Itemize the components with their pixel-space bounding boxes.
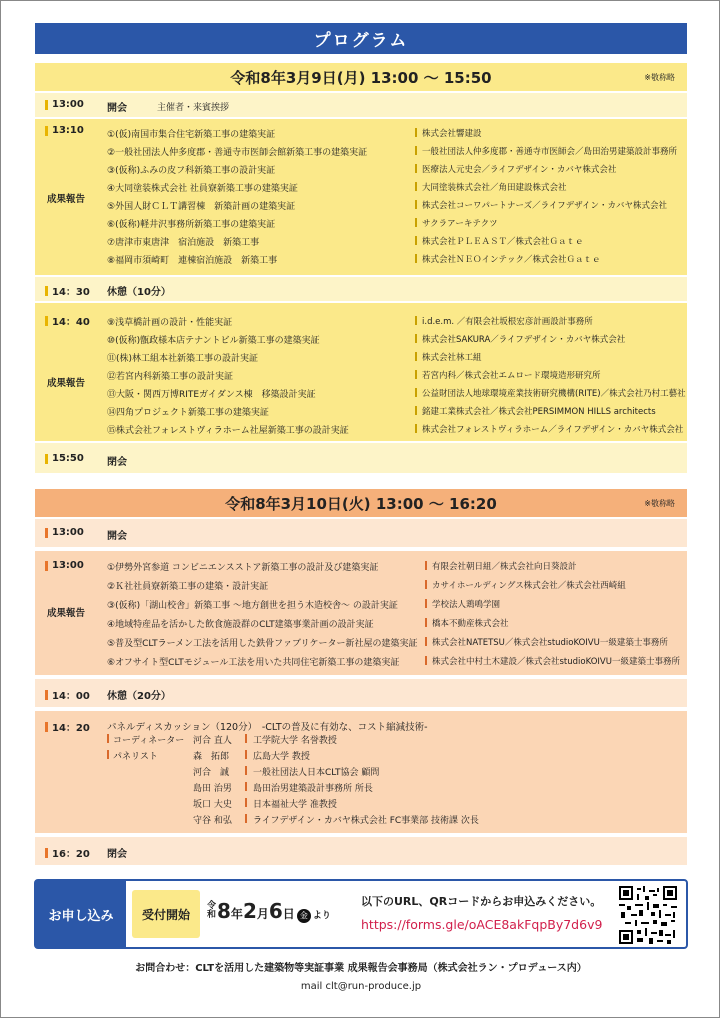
role-marker: [107, 734, 109, 743]
panel-member-affiliation: 広島大学 教授: [253, 752, 310, 762]
separator-bar: [415, 406, 417, 415]
panel-role-label: コーディネーター: [113, 736, 185, 746]
date-month: 2: [242, 899, 257, 923]
report-organization: 一般社団法人仲多度郡・善通寺市医師会／島田治男建築設計事務所: [422, 147, 678, 157]
panel-member-affiliation: 工学院大学 名誉教授: [253, 736, 337, 746]
report-organization: 株式会社林工組: [422, 353, 482, 363]
time-marker: [45, 690, 48, 700]
program-title: プログラム: [35, 23, 687, 54]
day1-break-time: 14：30: [52, 287, 90, 298]
panel-role-label: パネリスト: [113, 752, 158, 762]
day2-break-time: 14：00: [52, 691, 90, 702]
panel-member-name: 森 拓郎: [193, 752, 230, 762]
day2-opening-row: [35, 519, 687, 547]
report-organization: 有限会社朝日組／株式会社向日葵設計: [432, 562, 577, 572]
day1-session1: [35, 119, 687, 275]
separator-bar: [245, 734, 247, 743]
weekday-badge: 金: [297, 909, 311, 923]
date-era: 令和: [205, 900, 215, 918]
panel-member-affiliation: 日本福祉大学 准教授: [253, 800, 337, 810]
day1-note: ※敬称略: [644, 73, 675, 82]
time-marker: [45, 286, 48, 296]
panel-member-name: 河合 直人: [193, 736, 232, 746]
panel-member-name: 守谷 和弘: [193, 816, 232, 826]
application-box: [34, 879, 688, 949]
role-marker: [107, 750, 109, 759]
time-marker: [45, 848, 48, 858]
separator-bar: [245, 750, 247, 759]
report-title: ⑤普及型CLTラーメン工法を活用した鉄骨ファブリケーター新社屋の建築実証: [107, 639, 418, 649]
panel-member-name: 河合 誠: [193, 768, 230, 778]
report-title: ⑫若宮内科新築工事の設計実証: [107, 372, 234, 382]
separator-bar: [415, 200, 417, 209]
separator-bar: [425, 618, 427, 627]
report-title: ⑥(仮称)軽井沢事務所新築工事の建築実証: [107, 220, 276, 230]
apply-label: お申し込み: [36, 881, 126, 947]
separator-bar: [415, 316, 417, 325]
day2-header-text: 令和8年3月10日(火) 13:00 ～ 16:20: [225, 494, 497, 513]
panel-member-affiliation: 島田治男建築設計事務所 所長: [253, 784, 373, 794]
time-marker: [45, 316, 48, 326]
report-title: ⑮株式会社フォレストヴィラホーム社屋新築工事の設計実証: [107, 426, 349, 436]
separator-bar: [245, 782, 247, 791]
report-organization: 株式会社SAKURA／ライフデザイン・カバヤ株式会社: [422, 335, 626, 345]
day2-session1-category: 成果報告: [47, 608, 86, 619]
report-organization: 株式会社ＮＥＯインテック／株式会社Ｇａｔｅ: [422, 255, 601, 265]
day2-closing-time: 16：20: [52, 849, 90, 860]
separator-bar: [425, 561, 427, 570]
time-marker: [45, 561, 48, 571]
day1-closing-label: 閉会: [107, 457, 127, 468]
report-organization: 橋本不動産株式会社: [432, 619, 509, 629]
day2-opening-label: 開会: [107, 531, 127, 542]
day2-session1-time: 13:00: [52, 560, 84, 571]
report-title: ⑩(仮称)甑政様本店テナントビル新築工事の建築実証: [107, 336, 320, 346]
report-title: ④大同塗装株式会社 社員寮新築工事の建築実証: [107, 184, 298, 194]
separator-bar: [415, 352, 417, 361]
separator-bar: [415, 128, 417, 137]
report-organization: サクラアーキテクツ: [422, 219, 498, 229]
report-organization: 公益財団法人地球環境産業技術研究機構(RITE)／株式会社乃村工藝社: [422, 389, 686, 399]
report-organization: カサイホールディングス株式会社／株式会社西崎組: [432, 581, 626, 591]
day2-closing-label: 閉会: [107, 849, 127, 860]
report-title: ⑪(株)林工組本社新築工事の設計実証: [107, 354, 259, 364]
contact-mail[interactable]: mail clt@run-produce.jp: [300, 981, 422, 992]
day2-break-label: 休憩（20分）: [107, 691, 171, 702]
report-title: ②一般社団法人仲多度郡・善通寺市医師会館新築工事の建築実証: [107, 148, 368, 158]
report-title: ⑬大阪・関西万博RITEガイダンス棟 移築設計実証: [107, 390, 316, 400]
separator-bar: [425, 656, 427, 665]
report-organization: 株式会社中村土木建設／株式会社studioKOIVU一級建築士事務所: [432, 657, 680, 667]
panel-member-affiliation: 一般社団法人日本CLT協会 顧問: [253, 768, 380, 778]
report-title: ④地域特産品を活かした飲食施設群のCLT建築事業計画の設計実証: [107, 620, 374, 630]
separator-bar: [425, 599, 427, 608]
day1-opening-detail: 主催者・来賓挨拶: [157, 103, 230, 113]
day2-closing-row: [35, 837, 687, 865]
report-title: ⑭四角プロジェクト新築工事の建築実証: [107, 408, 269, 418]
separator-bar: [415, 218, 417, 227]
report-organization: 銘建工業株式会社／株式会社PERSIMMON HILLS architects: [422, 407, 656, 417]
day2-session1: [35, 551, 687, 675]
day2-panel: [35, 711, 687, 833]
day2-panel-time: 14：20: [52, 723, 90, 734]
separator-bar: [415, 334, 417, 343]
time-marker: [45, 722, 48, 732]
apply-instruction: 以下のURL、QRコードからお申込みください。: [361, 895, 602, 908]
day2-header: [35, 489, 687, 517]
report-organization: 大同塗装株式会社／角田建設株式会社: [422, 183, 567, 193]
report-title: ③(仮称)「湖山校舎」新築工事 ～地方創世を担う木造校舎～ の設計実証: [107, 601, 398, 611]
day1-session2-category: 成果報告: [47, 378, 86, 389]
report-organization: 医療法人元史会／ライフデザイン・カバヤ株式会社: [422, 165, 617, 175]
report-title: ③(仮称)ふみの皮フ科新築工事の設計実証: [107, 166, 276, 176]
day1-break-row: [35, 277, 687, 301]
report-title: ①伊勢外宮参道 コンビニエンスストア新築工事の設計及び建築実証: [107, 563, 379, 573]
day1-closing-time: 15:50: [52, 453, 84, 464]
day1-session1-time: 13:10: [52, 125, 84, 136]
day2-note: ※敬称略: [644, 499, 675, 508]
separator-bar: [245, 798, 247, 807]
day1-break-label: 休憩（10分）: [107, 287, 171, 298]
day1-session2-time: 14：40: [52, 317, 90, 328]
separator-bar: [415, 146, 417, 155]
day1-opening-row: [35, 93, 687, 117]
report-organization: 株式会社響建設: [422, 129, 482, 139]
time-marker: [45, 454, 48, 464]
panel-member-name: 島田 治男: [193, 784, 232, 794]
day1-session1-category: 成果報告: [47, 194, 86, 205]
separator-bar: [425, 637, 427, 646]
report-title: ⑧福岡市須崎町 連棟宿泊施設 新築工事: [107, 256, 278, 266]
panel-member-affiliation: ライフデザイン・カバヤ株式会社 FC事業部 技術課 次長: [253, 816, 479, 826]
date-year-unit: 年: [230, 907, 243, 921]
separator-bar: [415, 164, 417, 173]
report-organization: 株式会社フォレストヴィラホーム／ライフデザイン・カバヤ株式会社: [422, 425, 684, 435]
separator-bar: [415, 236, 417, 245]
separator-bar: [425, 580, 427, 589]
report-title: ①(仮)南国市集合住宅新築工事の建築実証: [107, 130, 276, 140]
time-marker: [45, 126, 48, 136]
qr-code-icon[interactable]: [619, 886, 677, 944]
apply-url-link[interactable]: https://forms.gle/oACE8akFqpBy7d6v9: [361, 917, 603, 932]
separator-bar: [415, 388, 417, 397]
contact-info: お問合わせ：CLTを活用した建築物等実証事業 成果報告会事務局（株式会社ラン・プロデュース内）: [135, 963, 587, 974]
date-day: 6: [268, 899, 283, 923]
day1-header: [35, 63, 687, 91]
report-organization: 株式会社コーワパートナーズ／ライフデザイン・カバヤ株式会社: [422, 201, 667, 211]
day1-header-text: 令和8年3月9日(月) 13:00 ～ 15:50: [230, 68, 492, 87]
report-organization: 株式会社ＰＬＥＡＳＴ／株式会社Ｇａｔｅ: [422, 237, 584, 247]
day2-opening-time: 13:00: [52, 527, 84, 538]
report-organization: 学校法人鶏鳴学園: [432, 600, 501, 610]
day1-session2: [35, 303, 687, 441]
report-organization: i.d.e.m. ／有限会社坂根宏彦計画設計事務所: [422, 317, 593, 327]
report-organization: 株式会社NATETSU／株式会社studioKOIVU一級建築士事務所: [432, 638, 668, 648]
start-date: [204, 899, 331, 929]
date-month-unit: 月: [256, 907, 269, 921]
report-title: ⑤外国人財ＣＬＴ講習棟 新築計画の建築実証: [107, 202, 296, 212]
separator-bar: [415, 182, 417, 191]
report-title: ⑥オフサイト型CLTモジュール工法を用いた共同住宅新築工事の建築実証: [107, 658, 400, 668]
separator-bar: [415, 370, 417, 379]
separator-bar: [245, 766, 247, 775]
panel-member-name: 坂口 大史: [193, 800, 232, 810]
time-marker: [45, 100, 48, 110]
day2-break-row: [35, 679, 687, 707]
report-organization: 若宮内科／株式会社エムロード環境造形研究所: [422, 371, 601, 381]
day1-opening-time: 13:00: [52, 99, 84, 110]
date-day-unit: 日: [282, 907, 295, 921]
day1-closing-row: [35, 443, 687, 473]
panel-title: パネルディスカッション（120分） -CLTの普及に有効な、コスト縮減技術-: [107, 722, 428, 733]
separator-bar: [415, 254, 417, 263]
start-label: 受付開始: [132, 890, 200, 938]
separator-bar: [245, 814, 247, 823]
date-from: より: [312, 911, 331, 921]
date-year: 8: [217, 899, 231, 923]
day1-opening-label: 開会: [107, 103, 127, 114]
report-title: ②Ｋ社社員寮新築工事の建築・設計実証: [107, 582, 269, 592]
report-title: ⑨浅草橋計画の設計・性能実証: [107, 318, 233, 328]
separator-bar: [415, 424, 417, 433]
report-title: ⑦唐津市東唐津 宿泊施設 新築工事: [107, 238, 260, 248]
time-marker: [45, 528, 48, 538]
